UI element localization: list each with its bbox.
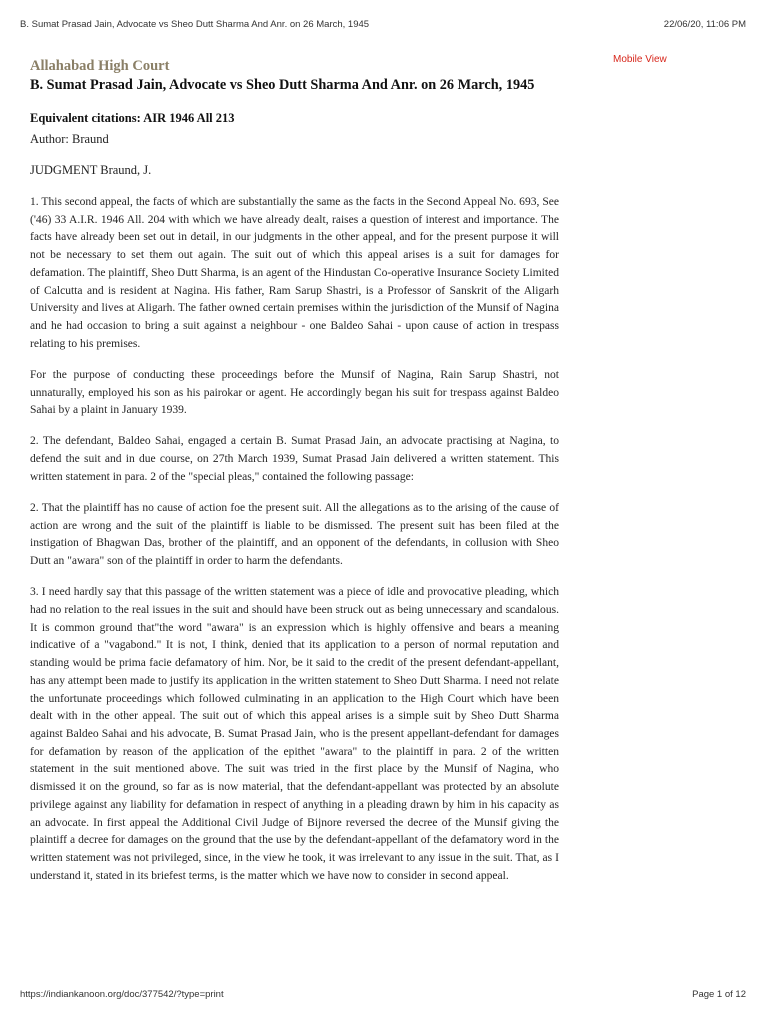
paragraph: For the purpose of conducting these proceedings before the Munsif of Nagina, Rain Sarup Shastri, not unnaturally, employed his son as his pairokar or agent. He accordingly began his suit for trespass against Baldeo Sahai by a plaint in January 1939. [30,368,559,417]
print-header [20,19,746,33]
print-footer-url: https://indiankanoon.org/doc/377542/?type=print [20,989,224,1000]
quoted-pleading: 2. That the plaintiff has no cause of action foe the present suit. All the allegations as to the arising of the cause of action are wrong and the suit of the plaintiff is liable to be dismissed. The present suit has been filed at the instigation of Bhagwan Das, brother of the plaintiff, and an opponent of the defendants, in collusion with Sheo Dutt an "awara" son of the plaintiff in order to harm the defendants. [30,502,559,568]
print-footer [20,989,746,1003]
author-line: Author: Braund [30,132,109,146]
paragraph: 2. The defendant, Baldeo Sahai, engaged a certain B. Sumat Prasad Jain, an advocate practising at Nagina, to defend the suit and in due course, on 27th March 1939, Sumat Prasad Jain delivered a written statement. This written statement in para. 2 of the "special pleas," contained the following passage: [30,435,559,483]
page-counter: Page 1 of 12 [692,989,746,1000]
paragraph: 3. I need hardly say that this passage of the written statement was a piece of idle and provocative pleading, which had no relation to the real issues in the suit and should have been struck out as being unnecessary and scandalous. It is common ground that"the word "awara" is an expression which is highly offensive and bears a meaning indicative of a "vagabond." It is not, I think, denied that its application to a person of normal reputation and standing would be prima facie defamatory of him. Nor, be it said to the credit of the present defendant-appellant, has any attempt been made to justify its application in the written statement to Sheo Dutt Sharma. I need not relate the unfortunate proceedings which followed culminating in an application to the High Court which have been dealt with in the other appeal. The suit out of which this appeal arises is a simple suit by Sheo Dutt Sharma against Baldeo Sahai and his advocate, B. Sumat Prasad Jain, who is the present appellant-defendant for damages for defamation by reason of the application of the epithet "awara" to the plaintiff in para. 2 of the written statement in the suit mentioned above. The suit was tried in the first place by the Munsif of Nagina, who dismissed it on the ground, so far as is now material, that the defendant-appellant was protected by an absolute privilege against any liability for defamation in respect of anything in a pleading drawn by him in his capacity as an advocate. In first appeal the Additional Civil Judge of Bijnore reversed the decree of the Munsif giving the plaintiff a decree for damages on the ground that the use by the defendant-appellant of the defamatory word in the written statement was not privileged, since, in the view he took, it was irrelevant to any issue in the suit. That, as I understand it, stated in its briefest terms, is the matter which we have now to consider in second appeal. [30,586,559,882]
equivalent-citations: Equivalent citations: AIR 1946 All 213 [30,111,235,125]
judgment-heading: JUDGMENT Braund, J. [30,163,152,177]
court-name: Allahabad High Court [30,58,170,74]
case-title: B. Sumat Prasad Jain, Advocate vs Sheo Dutt Sharma And Anr. on 26 March, 1945 [30,77,535,93]
print-header-title: B. Sumat Prasad Jain, Advocate vs Sheo Dutt Sharma And Anr. on 26 March, 1945 [20,19,370,30]
judgment-body [30,194,559,885]
judgment-document [30,57,559,899]
print-header-datetime: 22/06/20, 11:06 PM [663,19,746,30]
paragraph: 1. This second appeal, the facts of which are substantially the same as the facts in the Second Appeal No. 693, See ('46) 33 A.I.R. 1946 All. 204 with which we have already dealt, raises a question of interest and importance. The facts have already been set out in detail, in our judgments in the other appeal, and for the present purpose it will not be necessary to set them out again. The suit out of which this appeal arises is a suit for damages for defamation. The plaintiff, Sheo Dutt Sharma, is an agent of the Hindustan Co-operative Insurance Society Limited of Calcutta and is resident at Nagina. His father, Ram Sarup Shastri, is a Professor of Sanskrit of the Aligarh University and lives at Aligarh. The father owned certain premises within the jurisdiction of the Munsif of Nagina and he had occasion to bring a suit against a neighbour - one Baldeo Sahai - upon cause of action in trespass relating to his premises. [30,196,559,350]
mobile-view-link[interactable]: Mobile View [613,54,667,65]
